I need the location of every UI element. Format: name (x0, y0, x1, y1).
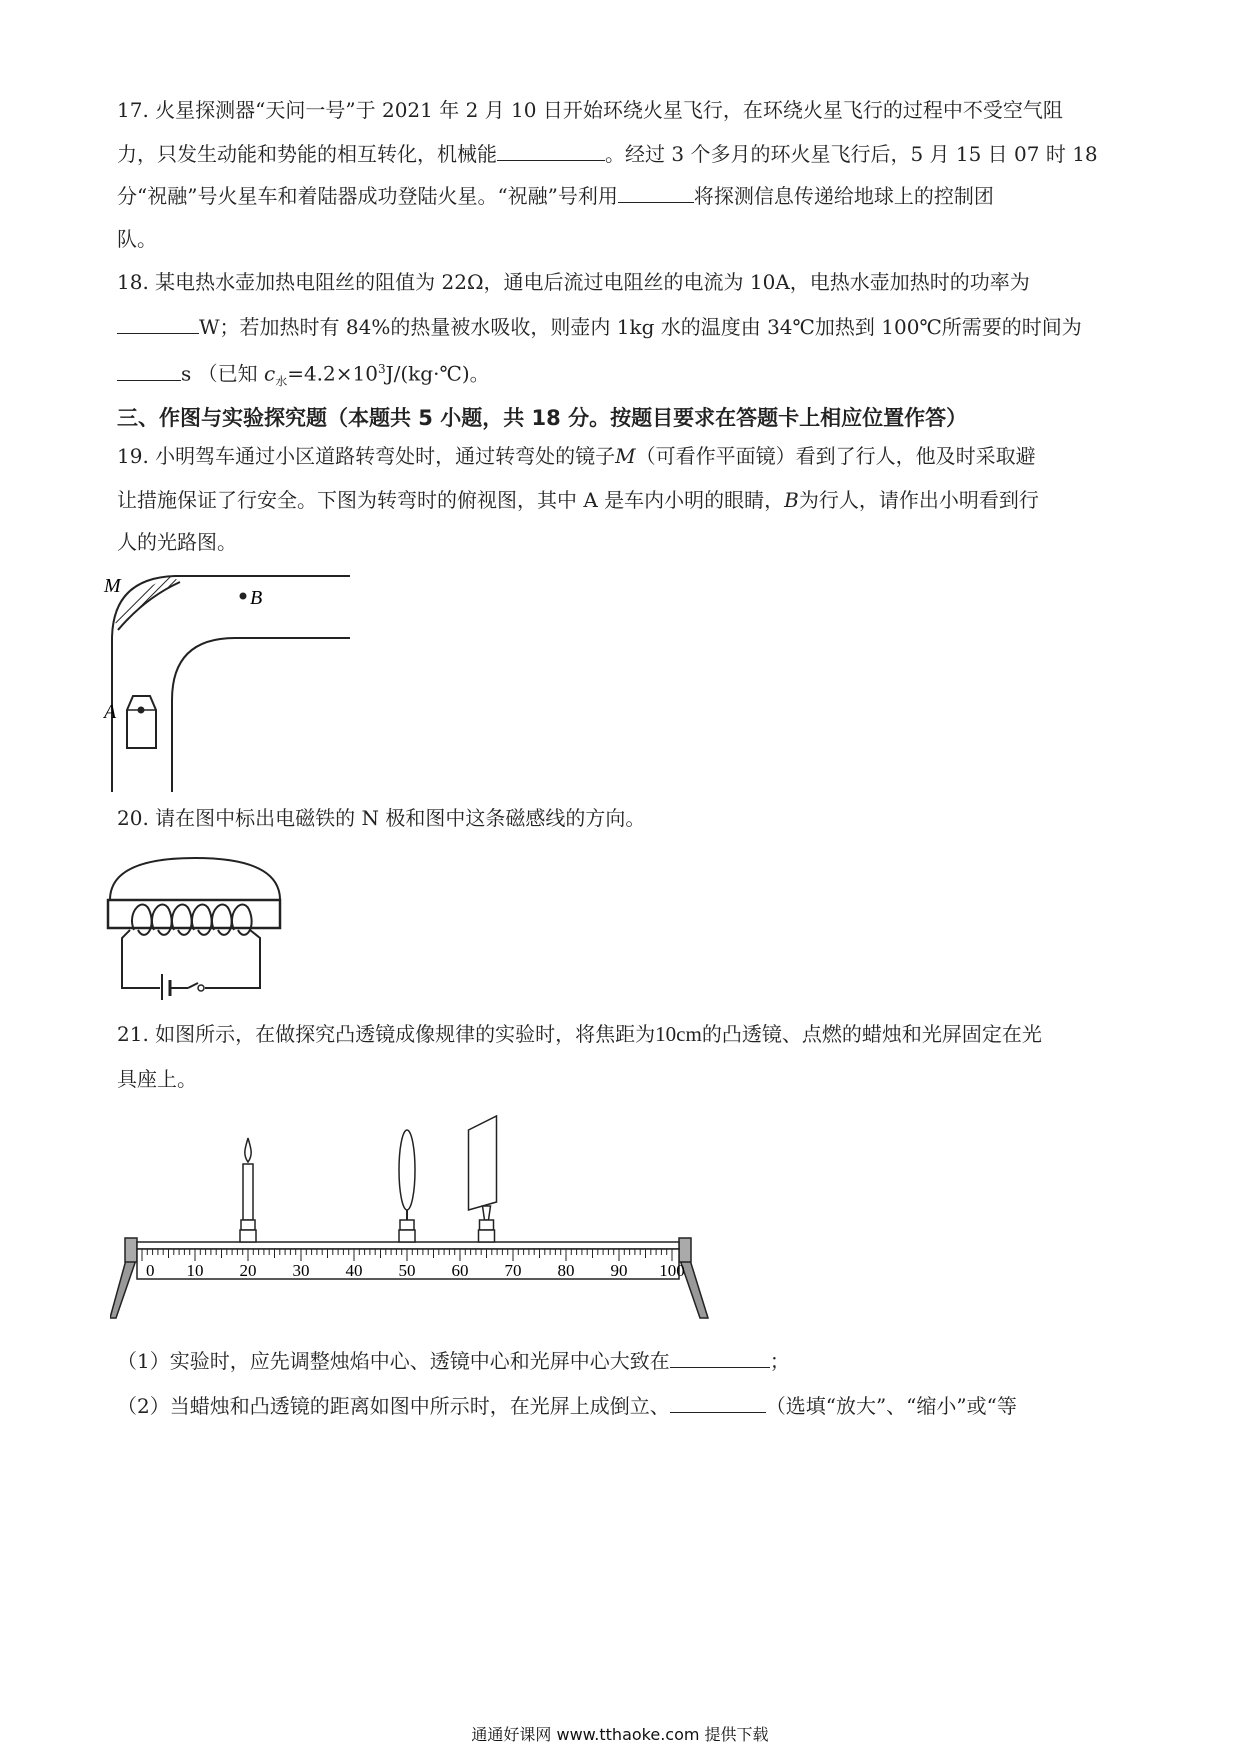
answer-blank-image-size[interactable] (670, 1392, 766, 1413)
left-support (110, 1260, 136, 1318)
optical-bench-figure (110, 1110, 710, 1320)
candle-body (243, 1164, 253, 1220)
scale-tick-label: 80 (557, 1261, 575, 1280)
scale-tick-label: 20 (239, 1261, 257, 1280)
scale-tick-label: 100 (659, 1261, 685, 1280)
road-corner-figure (100, 570, 360, 800)
lens-body (399, 1130, 415, 1210)
coil-windings (132, 905, 252, 935)
q18-line-3: s （已知 $c_水=4.2\times 10^3J/(kg\cdot℃)$。 (117, 357, 490, 394)
q19-line-1: 19. 小明驾车通过小区道路转弯处时，通过转弯处的镜子M（可看作平面镜）看到了行人，他及时采取避 (117, 444, 1036, 468)
q17-line-4: 队。 (117, 227, 157, 251)
scale-tick-label: 30 (292, 1261, 310, 1280)
answer-blank-mechanical-energy[interactable] (497, 140, 605, 161)
candle-flame (245, 1138, 251, 1162)
q19-line-3: 人的光路图。 (117, 530, 237, 554)
inner-road-edge (172, 638, 350, 792)
q21-line-1: 21. 如图所示，在做探究凸透镜成像规律的实验时，将焦距为10cm的凸透镜、点燃的蜡烛和光屏固定在光 (117, 1022, 1042, 1046)
q20-line-1: 20. 请在图中标出电磁铁的 N 极和图中这条磁感线的方向。 (117, 806, 646, 830)
eye-a-dot (138, 707, 145, 714)
candle-holder (240, 1230, 256, 1242)
lens-holder (399, 1230, 415, 1242)
scale-tick-label: 0 (146, 1261, 155, 1280)
q17-line-1: 17. 火星探测器“天问一号”于 2021 年 2 月 10 日开始环绕火星飞行，在环绕火星飞行的过程中不受空气阻 (117, 98, 1063, 122)
answer-blank-signal[interactable] (618, 182, 694, 203)
light-screen (469, 1116, 497, 1242)
switch (188, 983, 198, 988)
bench-rail (137, 1242, 679, 1249)
outer-road-edge (112, 576, 350, 792)
right-end-block (679, 1238, 691, 1262)
q17-line-2: 力，只发生动能和势能的相互转化，机械能 。经过 3 个多月的环火星飞行后，5 月 15 日 07 时 18 (117, 142, 1098, 166)
q21-sub-1: （1）实验时，应先调整烛焰中心、透镜中心和光屏中心大致在 ； (117, 1349, 790, 1373)
q21-line-2: 具座上。 (117, 1067, 197, 1091)
label-b: B (250, 587, 263, 609)
circuit-wire-left (122, 930, 160, 988)
scale-tick-label: 70 (504, 1261, 522, 1280)
q19-line-2: 让措施保证了行安全。下图为转弯时的俯视图，其中 A 是车内小明的眼睛，B为行人，请作出小明看到行 (117, 488, 1039, 512)
q18-line-2: W；若加热时有 84%的热量被水吸收，则壶内 1kg 水的温度由 34℃加热到 100℃所需要的时间为 (117, 313, 1082, 339)
page-footer: 通通好课网 www.tthaoke.com 提供下载 (471, 1725, 769, 1744)
scale-tick-label: 90 (610, 1261, 628, 1280)
mirror-m (114, 576, 180, 630)
screen-panel (469, 1116, 497, 1210)
q17-line-3: 分“祝融”号火星车和着陆器成功登陆火星。“祝融”号利用 将探测信息传递给地球上的控制团 (117, 184, 994, 208)
label-a: A (104, 701, 117, 723)
candle (240, 1138, 256, 1242)
screen-holder (479, 1230, 495, 1242)
left-end-block (125, 1238, 137, 1262)
pedestrian-b-dot (240, 593, 247, 600)
q18-line-1: 18. 某电热水壶加热电阻丝的阻值为 22Ω，通电后流过电阻丝的电流为 10A，电热水壶加热时的功率为 (117, 270, 1030, 294)
scale-tick-label: 50 (398, 1261, 416, 1280)
car-outline (127, 696, 156, 748)
q21-sub-2: （2）当蜡烛和凸透镜的距离如图中所示时，在光屏上成倒立、 （选填“放大”、“缩小”或“等 (117, 1394, 1017, 1418)
convex-lens (399, 1130, 415, 1242)
circuit-wire-right (205, 930, 260, 988)
magnetic-field-line (110, 858, 280, 900)
answer-blank-time[interactable] (117, 360, 181, 381)
label-m: M (104, 575, 121, 597)
scale-tick-label: 10 (186, 1261, 204, 1280)
answer-blank-same-height[interactable] (670, 1347, 770, 1368)
section-heading: 三、作图与实验探究题（本题共 5 小题，共 18 分。按题目要求在答题卡上相应位置作答） (117, 406, 968, 430)
electromagnet-figure (100, 850, 290, 1000)
scale-tick-label: 60 (451, 1261, 469, 1280)
scale-tick-label: 40 (345, 1261, 363, 1280)
answer-blank-power[interactable] (117, 313, 199, 334)
